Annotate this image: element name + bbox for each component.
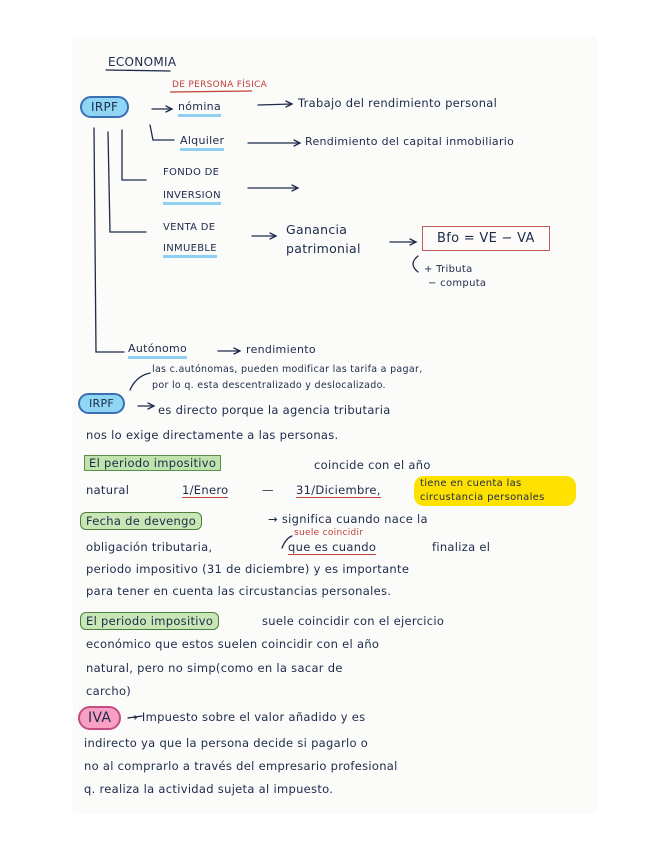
note-natural: natural bbox=[86, 483, 130, 497]
note-obligacion: obligación tributaria, bbox=[86, 540, 213, 554]
subtitle-underline bbox=[170, 91, 252, 92]
node-fondo-line2: INVERSION bbox=[163, 190, 221, 205]
date-dash: — bbox=[262, 483, 274, 497]
highlight-periodo-impositivo-2: El periodo impositivo bbox=[80, 612, 219, 630]
note-economico: económico que estos suelen coincidir con el año bbox=[86, 637, 380, 651]
branch-alquiler bbox=[150, 125, 174, 140]
note-iva-line4: q. realiza la actividad sujeta al impuesto. bbox=[84, 782, 334, 796]
alquiler-result: Rendimiento del capital inmobiliario bbox=[305, 135, 515, 148]
note-iva-line3: no al comprarlo a través del empresario profesional bbox=[84, 759, 398, 773]
formula-box: Bfo = VE − VA bbox=[422, 226, 550, 251]
note-directo-line1: es directo porque la agencia tributaria bbox=[158, 403, 391, 417]
date-diciembre: 31/Diciembre, bbox=[296, 483, 381, 497]
tributa-label: + Tributa bbox=[424, 264, 473, 275]
note-autonomos-line2: por lo q. esta descentralizado y deslocalizado. bbox=[152, 380, 386, 391]
note-devengo-rest: → significa cuando nace la bbox=[268, 512, 428, 526]
iva-node: IVA bbox=[78, 706, 121, 730]
highlight-periodo-impositivo: El periodo impositivo bbox=[84, 455, 221, 471]
node-venta-line2: INMUEBLE bbox=[163, 243, 217, 258]
date-enero: 1/Enero bbox=[182, 483, 229, 497]
node-alquiler: Alquiler bbox=[180, 134, 224, 151]
highlight-fecha-devengo: Fecha de devengo bbox=[80, 512, 202, 530]
nomina-result: Trabajo del rendimiento personal bbox=[298, 96, 498, 110]
note-que-es-cuando: que es cuando bbox=[288, 540, 377, 554]
arrow-autonomos-note bbox=[130, 373, 150, 390]
note-iva-line1: → Impuesto sobre el valor añadido y es bbox=[128, 710, 366, 724]
subtitle: DE PERSONA FÍSICA bbox=[172, 80, 268, 90]
ganancia-line1: Ganancia bbox=[286, 222, 348, 237]
node-venta-line1: VENTA DE bbox=[163, 222, 216, 233]
note-periodo3-rest: suele coincidir con el ejercicio bbox=[262, 614, 445, 628]
irpf-second-node: IRPF bbox=[78, 393, 125, 414]
yellow-line1: tiene en cuenta las bbox=[420, 478, 522, 489]
ganancia-line2: patrimonial bbox=[286, 241, 361, 256]
highlight-circunstancias bbox=[414, 476, 576, 506]
node-fondo-line1: FONDO DE bbox=[163, 167, 220, 178]
title-underline bbox=[106, 70, 170, 71]
computa-label: − computa bbox=[428, 278, 487, 289]
note-periodo2: periodo impositivo (31 de diciembre) y es importante bbox=[86, 562, 410, 576]
note-tener: para tener en cuenta las circustancias personales. bbox=[86, 584, 392, 598]
brace-formula bbox=[413, 256, 418, 272]
autonomo-result: rendimiento bbox=[246, 343, 316, 356]
yellow-line2: circustancia personales bbox=[420, 492, 545, 503]
irpf-root-node: IRPF bbox=[80, 96, 129, 118]
note-periodo-rest: coincide con el año bbox=[314, 458, 431, 472]
branch-venta bbox=[108, 132, 146, 232]
arrow-nomina-result bbox=[258, 104, 292, 105]
annotation-suele-coincidir: suele coincidir bbox=[294, 528, 364, 538]
note-carcho: carcho) bbox=[86, 684, 132, 698]
note-iva-line2: indirecto ya que la persona decide si pagarlo o bbox=[84, 736, 369, 750]
note-autonomos-line1: las c.autónomas, pueden modificar las tarifa a pagar, bbox=[152, 364, 423, 375]
note-natural2: natural, pero no simp(como en la sacar de bbox=[86, 661, 343, 675]
page-title: ECONOMIA bbox=[108, 55, 177, 69]
note-directo-line2: nos lo exige directamente a las personas. bbox=[86, 428, 339, 442]
branch-fondo bbox=[122, 130, 146, 180]
node-autonomo: Autónomo bbox=[128, 342, 187, 359]
note-finaliza: finaliza el bbox=[432, 540, 491, 554]
node-nomina: nómina bbox=[178, 100, 221, 117]
